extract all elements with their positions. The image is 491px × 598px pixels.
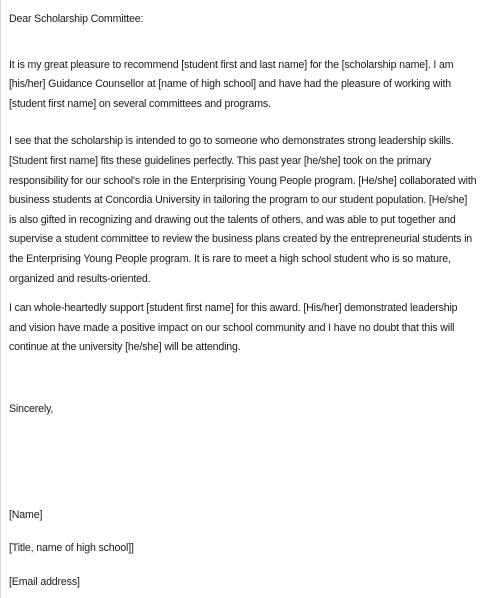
paragraph-introduction: It is my great pleasure to recommend [student first and last name] for the [scholarship name]. I am [his/her] Guidance Counsellor at [name of high school] and have had the pleasure of working with [student first name] on several committees and programs.	[9, 58, 454, 110]
signature-email: [Email address]	[9, 575, 80, 588]
paragraph-leadership: I see that the scholarship is intended to go to someone who demonstrates strong leadership skills. [Student first name] fits these guidelines perfectly. This past year [he/she] took on the primary responsibility for our school's role in the Enterprising Young People program. [He/she] collaborated with business students at Concordia University in tailoring the program to our student population. [He/she] is also gifted in recognizing and drawing out the talents of others, and was able to put together and supervise a student committee to review the business plans created by the entrepreneurial students in the Enterprising Young People program. It is rare to meet a high school student who is so mature, organized and results-oriented.	[9, 135, 477, 285]
paragraph-support: I can whole-heartedly support [student first name] for this award. [His/her] demonstrated leadership and vision have made a positive impact on our school community and I have no doubt that this will continue at the university [he/she] will be attending.	[9, 302, 458, 354]
signature-name: [Name]	[9, 508, 43, 521]
closing: Sincerely,	[9, 402, 54, 415]
salutation: Dear Scholarship Committee:	[9, 13, 144, 25]
page-edge-rule	[0, 0, 1, 598]
signature-title: [Title, name of high school]]	[9, 542, 134, 555]
